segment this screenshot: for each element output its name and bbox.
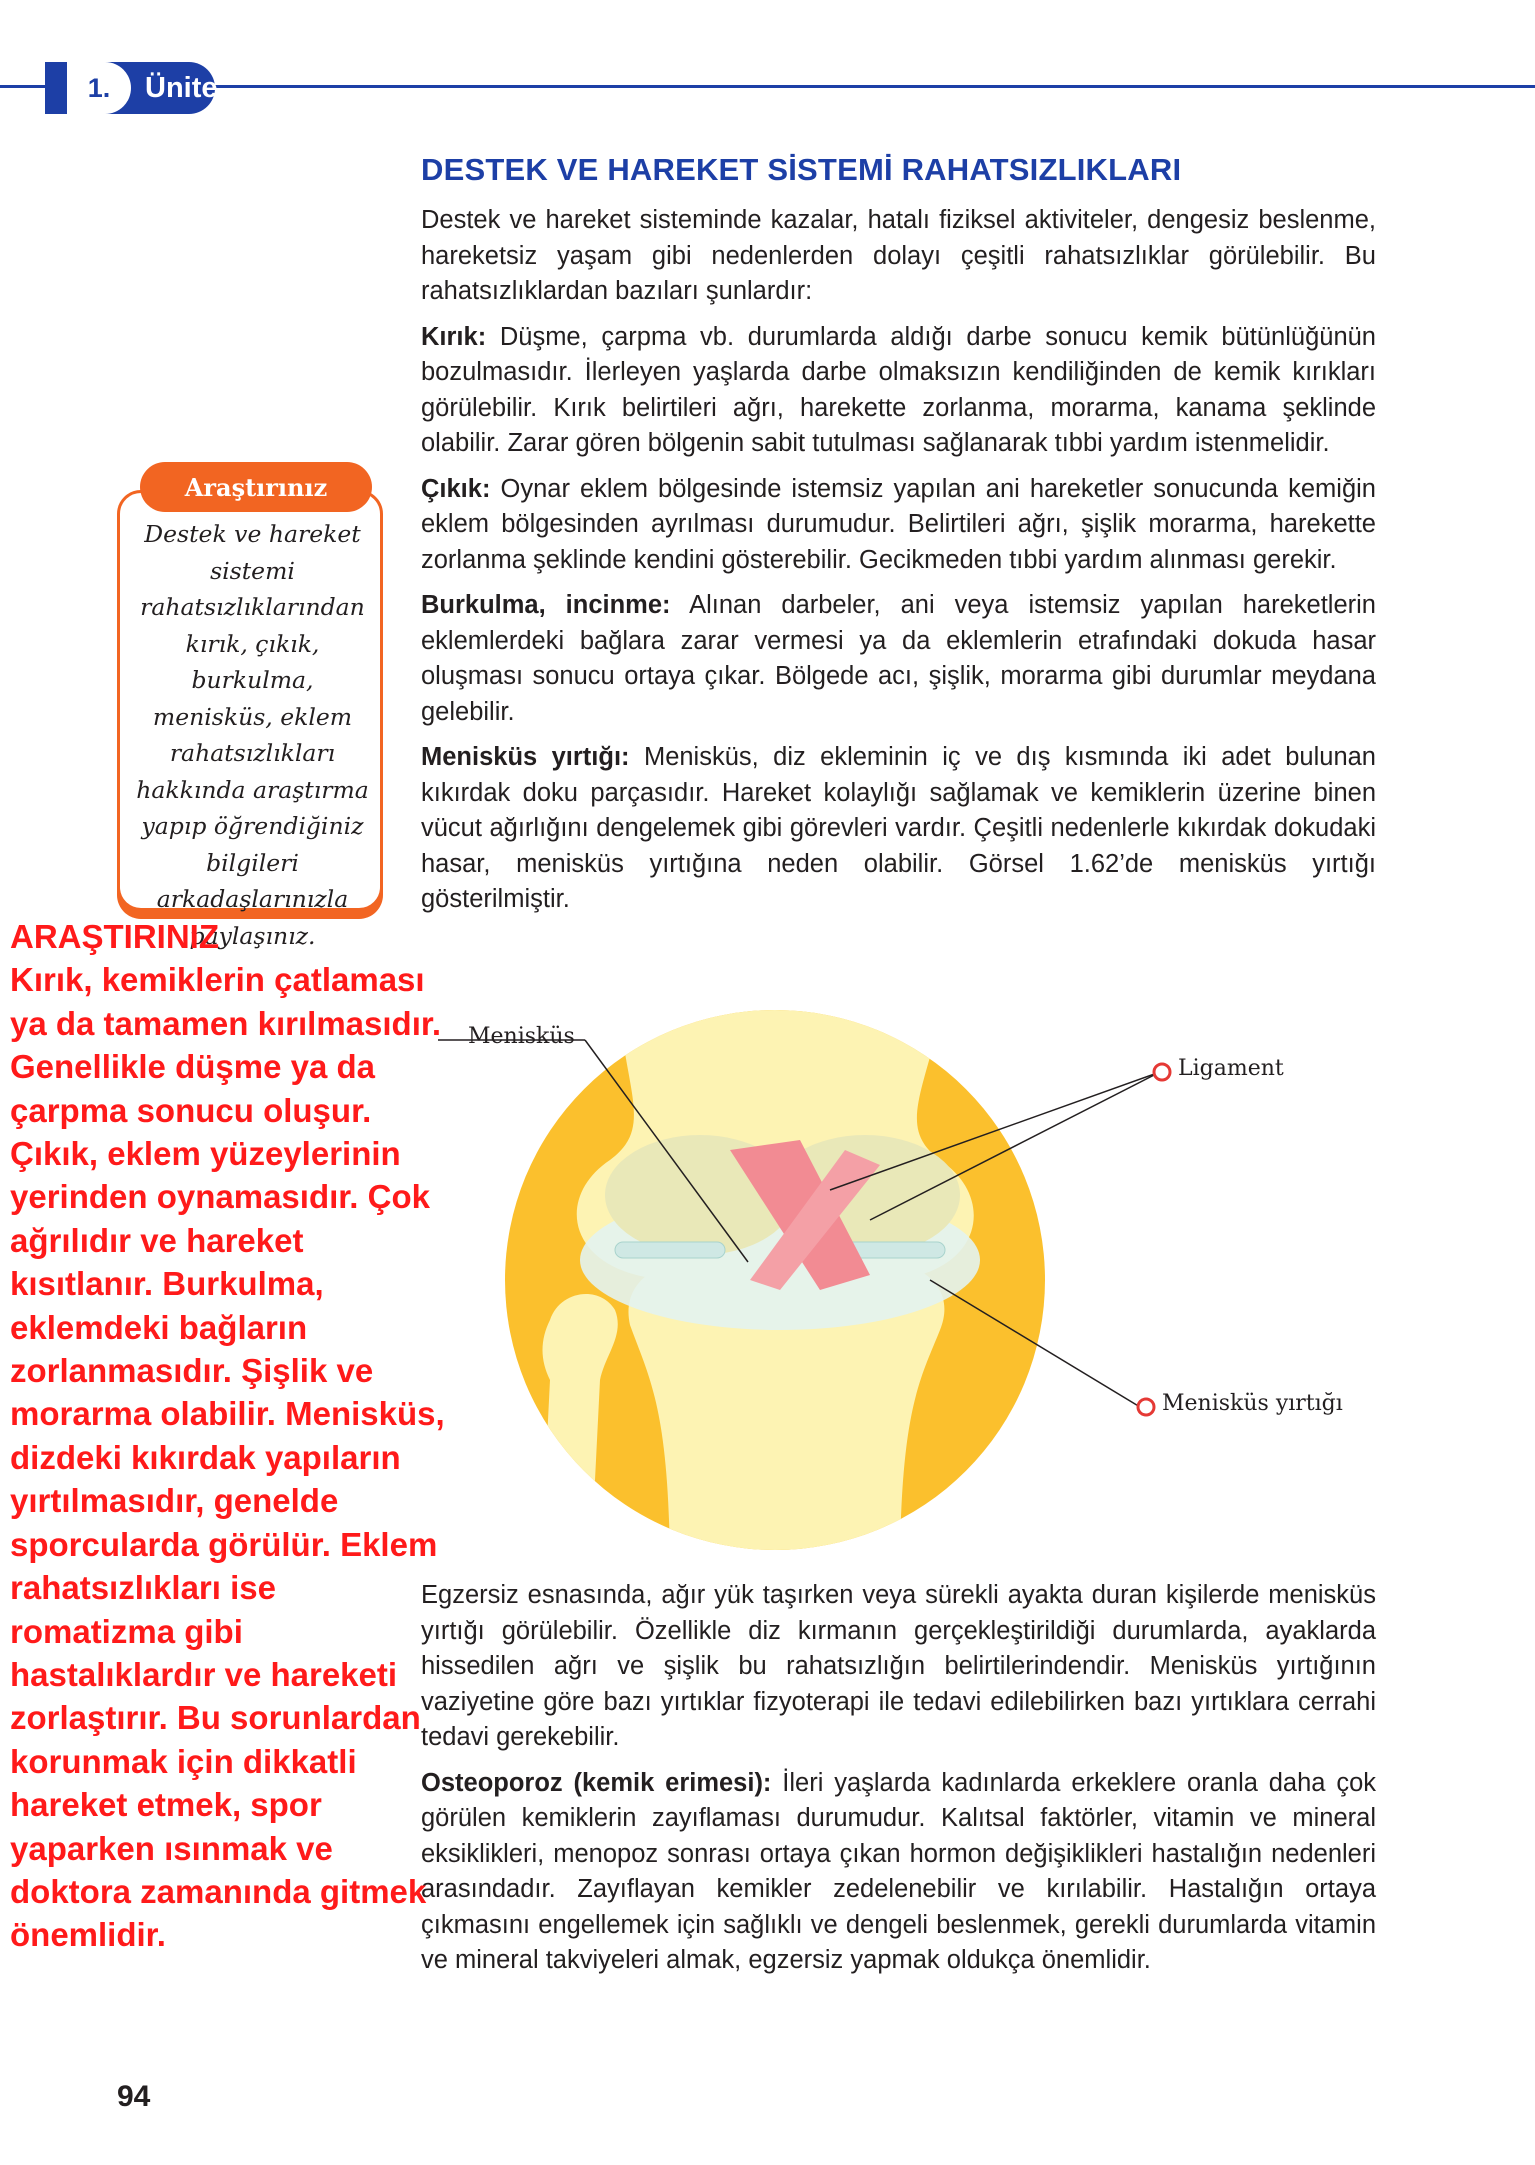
- term: Çıkık:: [421, 474, 491, 503]
- section-text: Oynar eklem bölgesinde istemsiz yapılan ani hareketler sonucunda kemiğin eklem bölgesinden ayrılması durumudur. Belirtileri ağrı, şişlik morarma, harekette zorlanma şeklinde kendini gösterebilir. Gecikmeden tıbbi yardım alınması gerekir.: [421, 474, 1376, 574]
- term: Menisküs yırtığı:: [421, 743, 630, 771]
- section-text: Menisküs, diz ekleminin iç ve dış kısmında iki adet bulunan kıkırdak doku parçasıdır. Hareket kolaylığı sağlamak ve kemiklerin üzerine binen vücut ağırlığını dengelemek gibi görevleri vardır. Çeşitli nedenlerle kıkırdak dokudaki hasar, menisküs yırtığına neden olabilir. Görsel 1.62’de menisküs yırtığı gösterilmiştir.: [421, 743, 1376, 913]
- unit-badge: [45, 62, 218, 114]
- research-box-label: Araştırınız: [140, 462, 372, 512]
- section-kirik: [421, 320, 1376, 462]
- unit-number: 1.: [67, 62, 131, 114]
- paragraph-text: Egzersiz esnasında, ağır yük taşırken veya sürekli ayakta duran kişilerde menisküs yırtığı görülebilir. Özellikle diz kırmanın gerçekleştirildiği durumlarda, ayaklarda hissedilen ağrı ve şişlik bu rahatsızlığın belirtilerindendir. Menisküs yırtığının vaziyetine göre bazı yırtıklar fizyoterapi ile tedavi edilebilirken bazı yırtıklara cerrahi tedavi gerekebilir.: [421, 1581, 1376, 1751]
- section-meniskus: [421, 740, 1376, 918]
- section-text: Alınan darbeler, ani veya istemsiz yapılan hareketlerin eklemlerdeki bağlara zarar vermesi ya da eklemlerin etrafındaki dokuda hasar oluşması sonucu ortaya çıkar. Bölgede acı, şişlik, morarma gibi durumlar meydana gelebilir.: [421, 591, 1376, 726]
- term: Burkulma, incinme:: [421, 591, 671, 619]
- header-rule: [0, 85, 1535, 88]
- paragraph-exercise: [421, 1578, 1376, 1756]
- knee-figure: [400, 980, 1500, 1570]
- knee-illustration: [400, 980, 1500, 1570]
- unit-label: Ünite: [145, 72, 218, 104]
- section-text: İleri yaşlarda kadınlarda erkeklere oranla daha çok görülen kemiklerin zayıflaması durumudur. Kalıtsal faktörler, vitamin ve mineral eksiklikleri, menopoz sonrası ortaya çıkan hormon değişiklikleri hastalığın nedenleri arasındadır. Zayıflayan kemikler zedelenebilir ve kırılabilir. Hastalığın ortaya çıkmasını engellemek için sağlıklı ve dengeli beslenmek, gerekli durumlarda vitamin ve mineral takviyeleri almak, egzersiz yapmak oldukça önemlidir.: [421, 1768, 1376, 1974]
- label-tear: Menisküs yırtığı: [1162, 1391, 1343, 1416]
- marker-tear: [1138, 1399, 1154, 1415]
- red-note: ARAŞTIRINIZ Kırık, kemiklerin çatlaması ya da tamamen kırılmasıdır. Genellikle düşme ya da çarpma sonucu oluşur. Çıkık, eklem yüzeylerinin yerinden oynamasıdır. Çok ağrılıdır ve hareket kısıtlanır. Burkulma, eklemdeki bağların zorlanmasıdır. Şişlik ve morarma olabilir. Menisküs, dizdeki kıkırdak yapıların yırtılmasıdır, genelde sporcularda görülür. Eklem rahatsızlıkları ise romatizma gibi hastalıklardır ve hareketi zorlaştırır. Bu sorunlardan korunmak için dikkatli hareket etmek, spor yaparken ısınmak ve doktora zamanında gitmek önemlidir.: [10, 918, 445, 1954]
- page-number: 94: [117, 2080, 151, 2113]
- research-box-text: Destek ve hareket sistemi rahatsızlıklarından kırık, çıkık, burkulma, menisküs, eklem rahatsızlıkları hakkında araştırma yapıp öğrendiğiniz bilgileri arkadaşlarınızla paylaşınız.: [136, 520, 369, 950]
- page-title: DESTEK VE HAREKET SİSTEMİ RAHATSIZLIKLARI: [421, 152, 1182, 187]
- menisk-right: [845, 1242, 945, 1258]
- marker-ligament: [1154, 1064, 1170, 1080]
- section-osteoporoz: [421, 1766, 1376, 1979]
- section-cikik: [421, 472, 1376, 579]
- text-column-top: [421, 203, 1376, 928]
- intro-paragraph: Destek ve hareket sisteminde kazalar, hatalı fiziksel aktiviteler, dengesiz beslenme, hareketsiz yaşam gibi nedenlerden dolayı çeşitli rahatsızlıklar görülebilir. Bu rahatsızlıklardan bazıları şunlardır:: [421, 206, 1376, 305]
- text-column-bottom: [421, 1578, 1376, 1989]
- label-ligament: Ligament: [1178, 1056, 1284, 1081]
- menisk-left: [615, 1242, 725, 1258]
- term: Kırık:: [421, 322, 487, 351]
- unit-badge-edge: [45, 62, 67, 114]
- section-text: Düşme, çarpma vb. durumlarda aldığı darbe sonucu kemik bütünlüğünün bozulmasıdır. İlerleyen yaşlarda darbe olmaksızın kendiliğinden de kemik kırıkları görülebilir. Kırık belirtileri ağrı, harekette zorlanma, morarma, kanama şeklinde olabilir. Zarar gören bölgenin sabit tutulması sağlanarak tıbbi yardım istenmelidir.: [421, 322, 1376, 457]
- term: Osteoporoz (kemik erimesi):: [421, 1768, 772, 1797]
- label-menisk: Menisküs: [468, 1024, 575, 1049]
- section-burkulma: [421, 588, 1376, 730]
